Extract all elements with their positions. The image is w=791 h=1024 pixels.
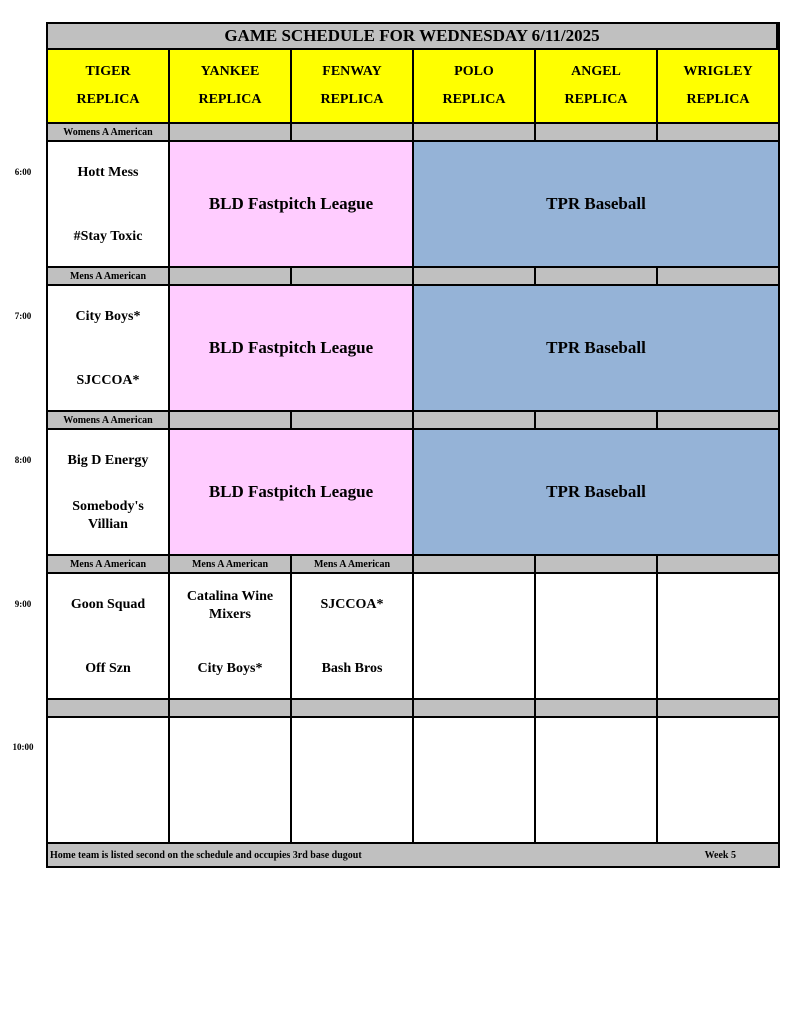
home-team: #Stay Toxic bbox=[73, 229, 143, 244]
division-blank bbox=[292, 268, 414, 286]
game-cell-tiger-9 bbox=[48, 574, 170, 700]
division-blank bbox=[658, 124, 778, 142]
league-block-bld-7: BLD Fastpitch League bbox=[170, 286, 414, 412]
division-blank bbox=[414, 700, 536, 718]
game-cell-wrigley-9 bbox=[658, 574, 778, 700]
division-blank bbox=[292, 124, 414, 142]
game-cell-polo-9 bbox=[414, 574, 536, 700]
division-blank bbox=[658, 700, 778, 718]
division-blank bbox=[658, 556, 778, 574]
division-blank bbox=[414, 556, 536, 574]
time-label-10: 10:00 bbox=[12, 742, 34, 752]
division-label: Womens A American bbox=[48, 124, 170, 142]
game-cell-tiger-10 bbox=[48, 718, 170, 844]
away-team: SJCCOA* bbox=[320, 597, 384, 612]
division-blank bbox=[658, 268, 778, 286]
game-cell-tiger-8 bbox=[48, 430, 170, 556]
division-blank bbox=[170, 268, 292, 286]
field-header-angel: ANGEL REPLICA bbox=[536, 50, 658, 124]
time-label-7: 7:00 bbox=[14, 311, 32, 321]
home-team: City Boys* bbox=[197, 661, 263, 676]
league-block-bld-6: BLD Fastpitch League bbox=[170, 142, 414, 268]
game-cell-fenway-9 bbox=[292, 574, 414, 700]
league-block-bld-8: BLD Fastpitch League bbox=[170, 430, 414, 556]
away-team: Goon Squad bbox=[70, 597, 146, 612]
game-cell-angel-10 bbox=[536, 718, 658, 844]
field-header-yankee: YANKEE REPLICA bbox=[170, 50, 292, 124]
game-cell-polo-10 bbox=[414, 718, 536, 844]
division-blank bbox=[658, 412, 778, 430]
footer-note: Home team is listed second on the schedule and occupies 3rd base dugout bbox=[50, 849, 362, 861]
division-label: Mens A American bbox=[292, 556, 414, 574]
game-cell-wrigley-10 bbox=[658, 718, 778, 844]
game-cell-fenway-10 bbox=[292, 718, 414, 844]
division-blank bbox=[536, 124, 658, 142]
time-label-8: 8:00 bbox=[14, 455, 32, 465]
away-team: City Boys* bbox=[75, 309, 141, 324]
time-label-9: 9:00 bbox=[14, 599, 32, 609]
league-block-tpr-7: TPR Baseball bbox=[414, 286, 778, 412]
away-team: Catalina Wine Mixers bbox=[186, 589, 274, 622]
game-cell-yankee-10 bbox=[170, 718, 292, 844]
division-blank bbox=[170, 412, 292, 430]
away-team: Big D Energy bbox=[67, 453, 149, 468]
home-team: Somebody's Villian bbox=[72, 499, 144, 532]
division-label: Mens A American bbox=[48, 268, 170, 286]
game-cell-yankee-9 bbox=[170, 574, 292, 700]
home-team: Off Szn bbox=[85, 661, 131, 676]
time-label-6: 6:00 bbox=[14, 167, 32, 177]
home-team: SJCCOA* bbox=[76, 373, 140, 388]
division-blank bbox=[292, 700, 414, 718]
division-blank bbox=[536, 268, 658, 286]
league-block-tpr-8: TPR Baseball bbox=[414, 430, 778, 556]
division-blank bbox=[170, 124, 292, 142]
away-team: Hott Mess bbox=[77, 165, 139, 180]
division-label: Mens A American bbox=[170, 556, 292, 574]
division-blank bbox=[414, 268, 536, 286]
home-team: Bash Bros bbox=[321, 661, 383, 676]
division-blank bbox=[48, 700, 170, 718]
division-label: Womens A American bbox=[48, 412, 170, 430]
division-blank bbox=[170, 700, 292, 718]
game-cell-tiger-7 bbox=[48, 286, 170, 412]
division-blank bbox=[414, 412, 536, 430]
division-blank bbox=[536, 700, 658, 718]
schedule-table bbox=[46, 22, 780, 868]
division-blank bbox=[536, 556, 658, 574]
game-cell-tiger-6 bbox=[48, 142, 170, 268]
schedule-title: GAME SCHEDULE FOR WEDNESDAY 6/11/2025 bbox=[48, 24, 778, 50]
game-cell-angel-9 bbox=[536, 574, 658, 700]
division-blank bbox=[292, 412, 414, 430]
field-header-polo: POLO REPLICA bbox=[414, 50, 536, 124]
division-label: Mens A American bbox=[48, 556, 170, 574]
week-label: Week 5 bbox=[704, 849, 736, 861]
league-block-tpr-6: TPR Baseball bbox=[414, 142, 778, 268]
field-header-tiger: TIGER REPLICA bbox=[48, 50, 170, 124]
division-blank bbox=[414, 124, 536, 142]
field-header-fenway: FENWAY REPLICA bbox=[292, 50, 414, 124]
field-header-wrigley: WRIGLEY REPLICA bbox=[658, 50, 778, 124]
division-blank bbox=[536, 412, 658, 430]
schedule-footer bbox=[48, 844, 778, 866]
